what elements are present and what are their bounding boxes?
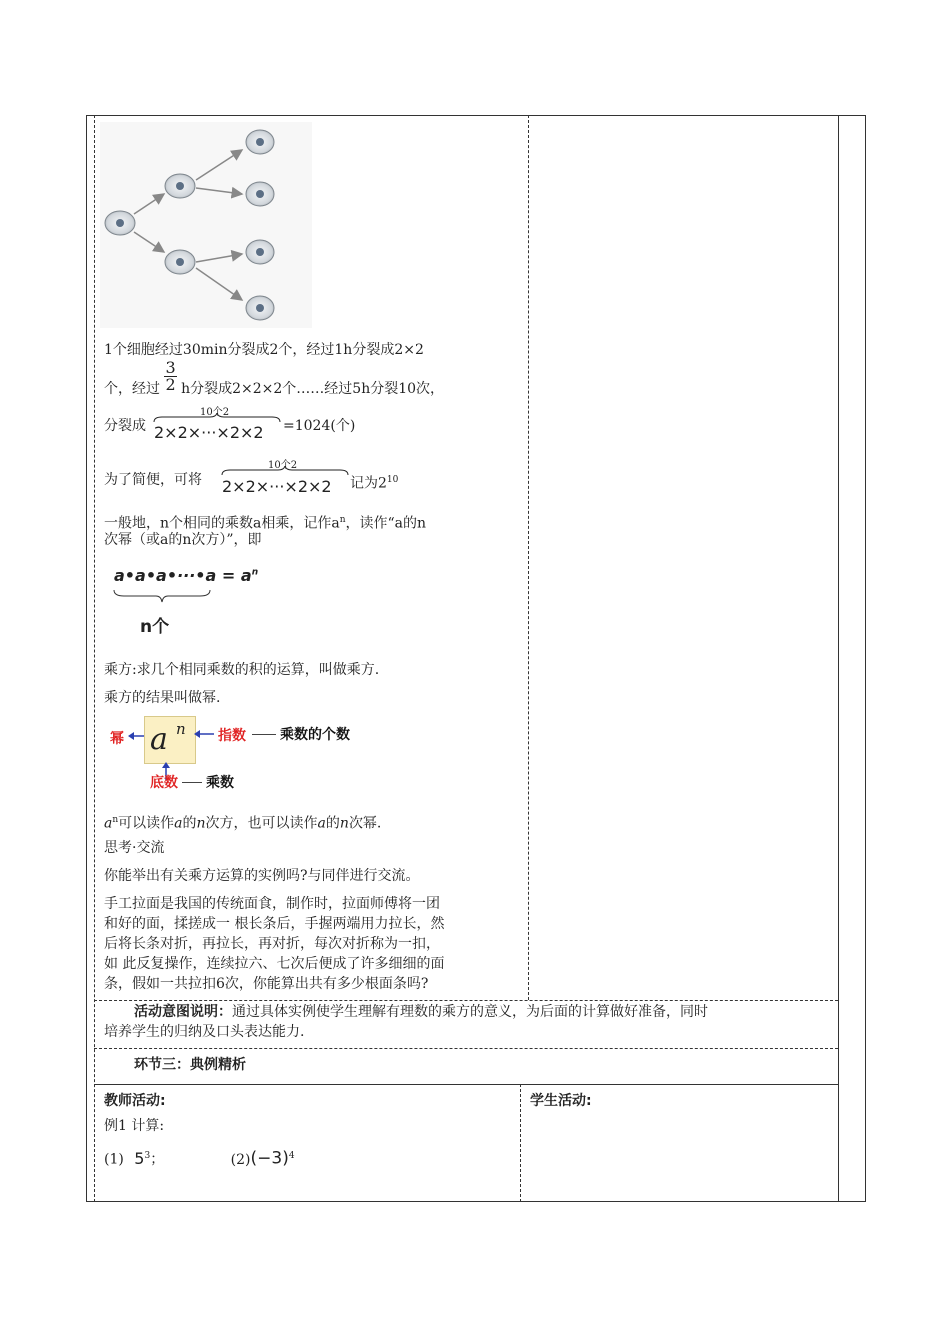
text-segment: 次幂. xyxy=(348,815,382,832)
table-right-border xyxy=(865,115,866,1202)
think-question: 你能举出有关乘方运算的实例吗?与同伴进行交流。 xyxy=(104,868,420,884)
column-divider-bottom xyxy=(520,1084,521,1202)
inner-right-border xyxy=(838,115,839,1202)
formula-rhs: a xyxy=(240,566,252,585)
text-segment: 一般地，n个相同的乘数a相乘，记作a xyxy=(104,515,340,532)
section3-title: 环节三：典例精析 xyxy=(134,1057,246,1073)
cell-icon xyxy=(165,174,195,198)
arrow-to-exponent xyxy=(194,728,214,740)
cell-icon xyxy=(246,130,274,154)
teacher-activity-label: 教师活动: xyxy=(104,1093,166,1109)
connector-line xyxy=(252,734,276,735)
cell-icon xyxy=(246,296,274,320)
text-segment: 个，经过 xyxy=(104,380,160,397)
cell-icon xyxy=(246,240,274,264)
fraction-numerator: 3 xyxy=(165,358,176,377)
cell-icon xyxy=(105,211,135,235)
noodle-paragraph-line: 手工拉面是我国的传统面食，制作时，拉面师傅将一团 xyxy=(104,896,440,912)
formula-lhs: a•a•a•···•a xyxy=(114,566,217,585)
denote-as xyxy=(350,470,398,494)
exponent-letter: n xyxy=(176,720,186,738)
cell-division-line1: 1个细胞经过30min分裂成2个，经过1h分裂成2×2 xyxy=(104,342,424,358)
split-into-label: 分裂成 xyxy=(104,418,146,434)
exponent: n xyxy=(339,515,346,525)
exponent-letter: n xyxy=(339,815,349,832)
think-title: 思考·交流 xyxy=(104,840,165,856)
cell-division-diagram xyxy=(100,122,312,328)
question1-end: ； xyxy=(150,1151,165,1168)
mi-label: 幂 xyxy=(110,731,124,747)
exponent-label: 指数 xyxy=(218,728,246,744)
student-activity-label: 学生活动: xyxy=(530,1093,592,1109)
row-divider-activities xyxy=(94,1084,838,1085)
column-divider-top xyxy=(528,115,529,1000)
fraction xyxy=(164,360,176,393)
overbrace xyxy=(152,413,282,423)
power-formula xyxy=(114,566,258,585)
question2-exponent: 4 xyxy=(288,1151,295,1161)
question1-base: 5 xyxy=(134,1148,145,1168)
noodle-paragraph-line: 如 此反复操作，连续拉六、七次后便成了许多细细的面 xyxy=(104,956,445,972)
question-label: (2) xyxy=(230,1151,251,1168)
question1-exponent: 3 xyxy=(144,1151,151,1161)
example-title: 例1 计算: xyxy=(104,1118,165,1134)
text-segment: 次方，也可以读作 xyxy=(205,815,318,832)
base-letter: a xyxy=(174,815,183,832)
exponent-letter: n xyxy=(196,815,206,832)
connector-line xyxy=(182,782,202,783)
table-top-border xyxy=(86,115,865,116)
power-definition: 乘方:求几个相同乘数的积的运算，叫做乘方. xyxy=(104,662,380,678)
product-expression: 2×2×···×2×2 xyxy=(154,423,264,442)
cell-division-line2 xyxy=(104,358,445,402)
definition-line2: 次幂（或a的n次方）”，即 xyxy=(104,532,262,548)
underbrace-label: n个 xyxy=(140,617,170,637)
question-label: (1) xyxy=(104,1151,124,1168)
exponent: 10 xyxy=(386,475,399,485)
base-label: 底数 xyxy=(150,775,178,791)
multiplier-count-label: 乘数的个数 xyxy=(280,727,350,743)
question2-expression: (−3) xyxy=(250,1148,289,1169)
cell-icon xyxy=(246,182,274,206)
power-diagram xyxy=(104,714,384,794)
row-divider-intent xyxy=(94,1000,838,1001)
underbrace xyxy=(112,588,212,604)
intent-text: 通过具体实例使学生理解有理数的乘方的意义，为后面的计算做好准备，同时 xyxy=(232,1004,708,1020)
example-questions xyxy=(104,1146,295,1170)
intent-label: 活动意图说明： xyxy=(134,1004,232,1020)
base-letter: a xyxy=(104,815,113,832)
noodle-paragraph-line: 和好的面，揉搓成一 根长条后，手握两端用力拉长，然 xyxy=(104,916,445,932)
base-letter: a xyxy=(317,815,326,832)
text-segment: 记为2 xyxy=(350,475,387,492)
base-letter: a xyxy=(150,722,168,757)
text-segment: h分裂成2×2×2个……经过5h分裂10次， xyxy=(181,380,445,397)
cell-icon xyxy=(165,250,195,274)
text-segment: ，读作“a的n xyxy=(345,515,427,532)
power-reading xyxy=(104,810,381,834)
simplify-label: 为了简便，可将 xyxy=(104,472,202,488)
product-expression: 2×2×···×2×2 xyxy=(222,477,332,496)
exponent: n xyxy=(112,815,119,825)
power-result-definition: 乘方的结果叫做幂. xyxy=(104,690,221,706)
product-result: =1024(个) xyxy=(283,418,356,434)
table-left-border xyxy=(86,115,87,1202)
row-divider-section3 xyxy=(94,1048,838,1049)
text-segment: 的 xyxy=(325,815,340,832)
noodle-paragraph-line: 条，假如一共拉扣6次，你能算出共有多少根面条吗? xyxy=(104,976,429,992)
brace-label-10-twos: 10个2 xyxy=(268,460,298,471)
formula-exponent: n xyxy=(251,567,259,578)
table-bottom-border xyxy=(86,1201,865,1202)
noodle-paragraph-line: 后将长条对折，再拉长，再对折，每次对折称为一扣， xyxy=(104,936,440,952)
text-segment: 的 xyxy=(182,815,197,832)
arrow-to-mi xyxy=(128,730,144,742)
intent-line2: 培养学生的归纳及口头表达能力. xyxy=(104,1024,305,1040)
fraction-denominator: 2 xyxy=(165,375,176,394)
brace-label-10-twos: 10个2 xyxy=(200,407,230,418)
text-segment: 可以读作 xyxy=(118,815,175,832)
overbrace xyxy=(220,466,350,476)
intent-line1 xyxy=(134,1002,708,1022)
multiplier-label: 乘数 xyxy=(206,775,234,791)
formula-equals: = xyxy=(221,566,236,585)
inner-left-border xyxy=(94,115,95,1202)
